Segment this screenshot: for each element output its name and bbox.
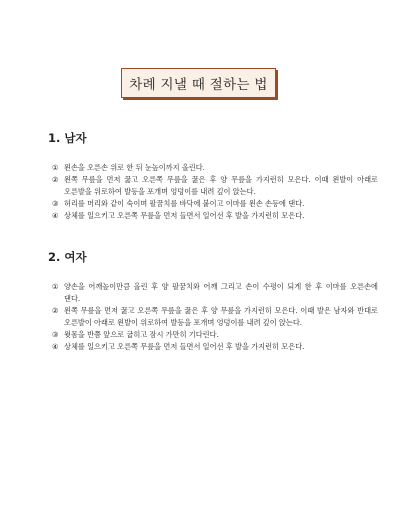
list-item bbox=[52, 281, 378, 305]
item-number: ③ bbox=[52, 199, 59, 208]
item-number: ① bbox=[52, 163, 59, 172]
item-text: 왼쪽 무릎을 먼저 꿇고 오른쪽 무릎을 꿇은 후 양 무릎을 가지런히 모은다. 이때 발은 남자와 반대로 오른발이 아래로 왼발이 위로하여 발등을 포개며 엉덩이를 내려 깊이 앉는다. bbox=[64, 306, 378, 327]
item-number: ④ bbox=[52, 342, 59, 351]
section-female bbox=[48, 249, 378, 353]
item-number: ② bbox=[52, 175, 59, 184]
item-text: 상체를 일으키고 오른쪽 무릎을 먼저 들면서 일어선 후 발을 가지런히 모은다. bbox=[64, 342, 305, 351]
item-number: ④ bbox=[52, 211, 59, 220]
item-text: 허리를 머리와 같이 숙이며 팔꿈치를 바닥에 붙이고 이마를 왼손 손등에 댄다. bbox=[64, 199, 305, 208]
section-heading: 1. 남자 bbox=[48, 131, 87, 145]
list-item bbox=[52, 162, 378, 174]
document-title: 차례 지낼 때 절하는 법 bbox=[121, 68, 276, 98]
list-item bbox=[52, 305, 378, 329]
item-text: 왼손을 오른손 위로 한 뒤 눈높이까지 올린다. bbox=[64, 163, 205, 172]
item-text: 왼쪽 무릎을 먼저 꿇고 오른쪽 무릎을 꿇은 후 양 무릎을 가지런히 모은다. 이때 왼발이 아래로 오른발을 위로하여 발등을 포개며 엉덩이를 내려 깊이 앉는다. bbox=[64, 175, 378, 196]
list-item bbox=[52, 210, 378, 222]
list-item bbox=[52, 341, 378, 353]
item-text: 윗몸을 반쯤 앞으로 굽히고 잠시 가만히 기다린다. bbox=[64, 330, 219, 339]
section-heading: 2. 여자 bbox=[48, 250, 87, 264]
list-item bbox=[52, 329, 378, 341]
item-number: ② bbox=[52, 306, 59, 315]
item-text: 양손을 어깨높이만큼 올린 후 양 팔꿈치와 어깨 그리고 손이 수평이 되게 한 후 이마를 오른손에 댄다. bbox=[64, 282, 378, 303]
list-item bbox=[52, 174, 378, 198]
item-text: 상체를 일으키고 오른쪽 무릎을 먼저 들면서 일어선 후 발을 가지런히 모은다. bbox=[64, 211, 305, 220]
item-number: ③ bbox=[52, 330, 59, 339]
list-item bbox=[52, 198, 378, 210]
item-number: ① bbox=[52, 282, 59, 291]
section-male bbox=[48, 130, 378, 222]
